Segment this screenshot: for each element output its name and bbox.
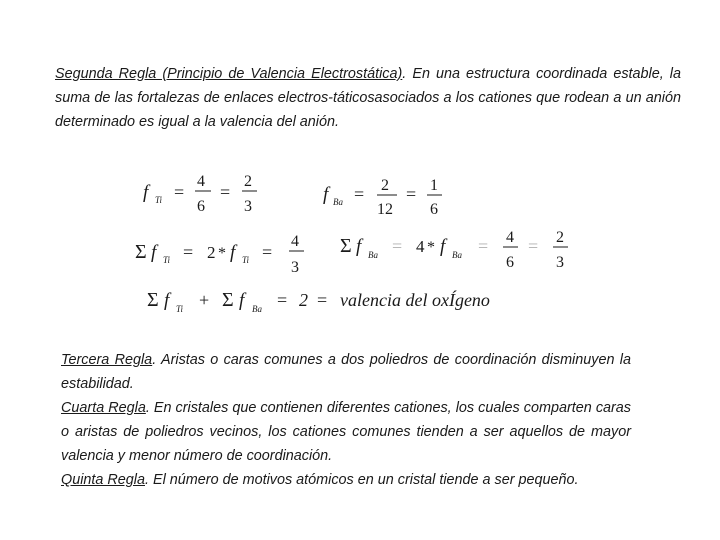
f-symbol: f <box>151 242 157 263</box>
rule-title-segunda: Segunda Regla (Principio de Valencia Electrostática) <box>55 66 403 82</box>
fraction-numerator: 2 <box>556 229 564 246</box>
equals-sign: = <box>354 184 365 204</box>
multiply-sign: * <box>218 245 226 262</box>
equals-sign: = <box>392 236 403 256</box>
subscript-ti: Ti <box>155 195 163 205</box>
equals-sign: = <box>220 182 231 202</box>
subscript-ba: Ba <box>368 250 378 260</box>
rule-text: . En cristales que contienen diferentes cationes, los cuales comparten caras o aristas de poliedros vecinos, los cationes comunes tienden a ser aquellos de mayor valencia y menor número de coordinación. <box>61 400 632 464</box>
fraction-numerator: 4 <box>291 233 299 250</box>
fraction-numerator: 4 <box>506 229 514 246</box>
rule-text: . Aristas o caras comunes a dos poliedros de coordinación disminuyen la estabilidad. <box>61 352 631 392</box>
coefficient: 4 <box>416 237 425 256</box>
sum-symbol: Σ <box>135 241 147 263</box>
equals-sign: = <box>262 242 273 262</box>
equation-f-ti <box>143 173 257 215</box>
equation-total-valence <box>147 289 490 314</box>
equals-sign: = <box>174 182 185 202</box>
rule-title: Quinta Regla <box>61 472 145 488</box>
subscript-ba: Ba <box>452 250 462 260</box>
equals-sign: = <box>478 236 489 256</box>
f-symbol: f <box>356 236 362 257</box>
rules-list <box>61 348 631 492</box>
sum-symbol: Σ <box>222 289 234 311</box>
fraction-denominator: 3 <box>556 254 564 271</box>
f-symbol: f <box>323 184 329 205</box>
f-symbol: f <box>440 236 446 257</box>
coefficient: 2 <box>207 243 216 262</box>
subscript-ba: Ba <box>252 304 262 314</box>
equals-sign: = <box>406 184 417 204</box>
f-symbol: f <box>239 290 245 311</box>
valence-text: valencia del oxÍgeno <box>340 290 490 310</box>
fraction-numerator: 1 <box>430 177 438 194</box>
equals-sign: = <box>528 236 539 256</box>
fraction-numerator: 4 <box>197 173 205 190</box>
fraction-denominator: 12 <box>377 201 393 218</box>
equation-sum-f-ti <box>135 233 304 276</box>
rule-title: Tercera Regla <box>61 352 153 368</box>
f-symbol: f <box>164 290 170 311</box>
valence-value: 2 <box>299 290 308 310</box>
f-symbol: f <box>230 242 236 263</box>
rule-text: . El número de motivos atómicos en un cristal tiende a ser pequeño. <box>145 472 579 488</box>
intro-text: . En una estructura coordinada estable, la suma de las fortalezas de enlaces electros-táticosasociados a los cationes que rodean a un anión determinado es igual a la valencia del anión. <box>55 66 681 130</box>
rule-quinta <box>61 468 631 492</box>
fraction-denominator: 6 <box>506 254 514 271</box>
rule-tercera <box>61 348 631 396</box>
subscript-ti: Ti <box>242 255 250 265</box>
equals-sign: = <box>277 290 288 310</box>
equation-f-ba <box>323 177 442 218</box>
plus-sign: + <box>199 290 210 310</box>
equation-sum-f-ba <box>340 229 568 271</box>
fraction-denominator: 6 <box>430 201 438 218</box>
fraction-denominator: 6 <box>197 198 205 215</box>
multiply-sign: * <box>427 239 435 256</box>
fraction-denominator: 3 <box>291 259 299 276</box>
fraction-numerator: 2 <box>381 177 389 194</box>
equals-sign: = <box>183 242 194 262</box>
subscript-ti: Ti <box>163 255 171 265</box>
rule-cuarta <box>61 396 631 468</box>
rule-title: Cuarta Regla <box>61 400 146 416</box>
fraction-numerator: 2 <box>244 173 252 190</box>
equals-sign: = <box>317 290 328 310</box>
fraction-denominator: 3 <box>244 198 252 215</box>
subscript-ba: Ba <box>333 197 343 207</box>
subscript-ti: Ti <box>176 304 184 314</box>
sum-symbol: Σ <box>147 289 159 311</box>
sum-symbol: Σ <box>340 235 352 257</box>
f-symbol: f <box>143 182 149 203</box>
